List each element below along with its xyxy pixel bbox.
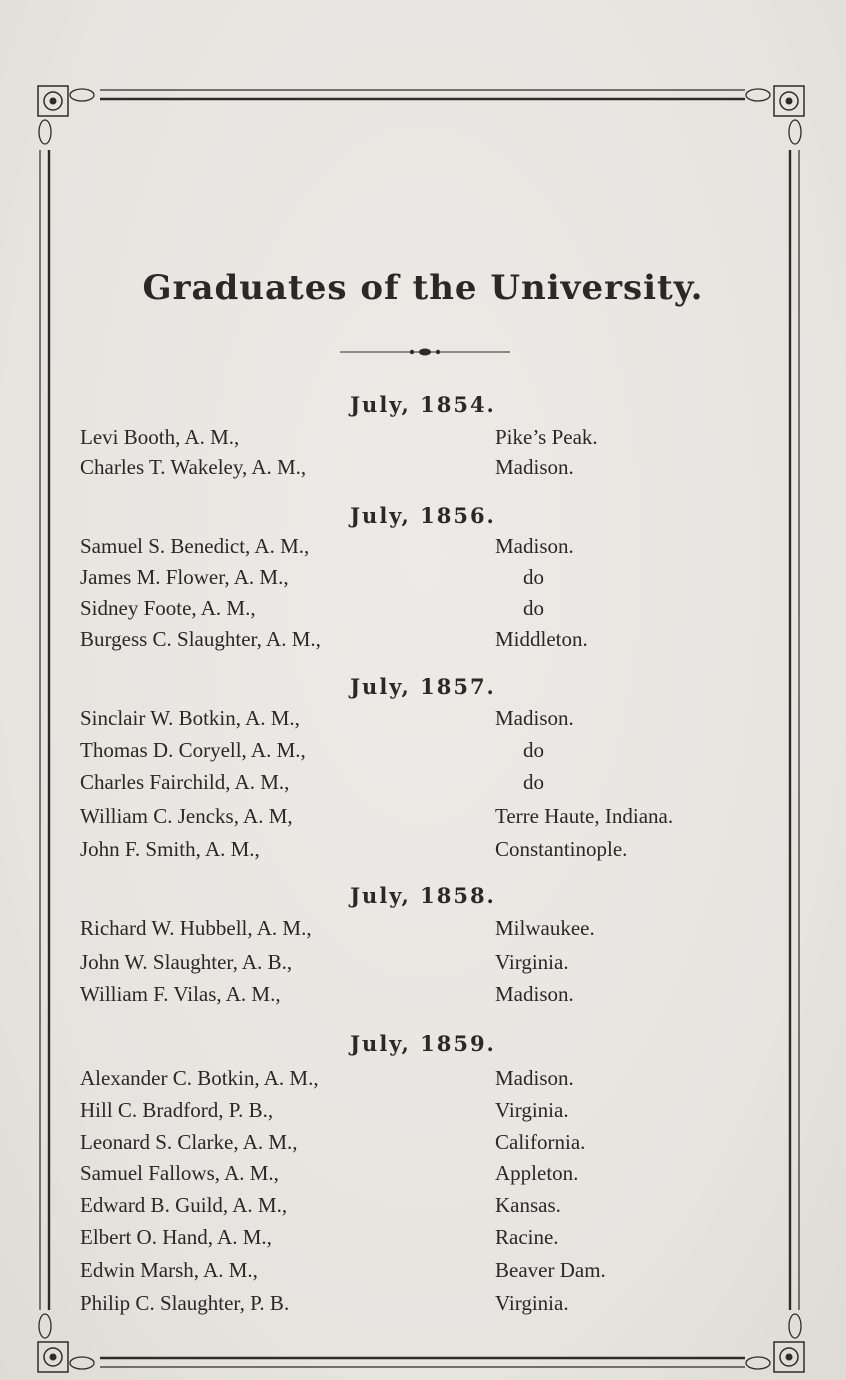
graduate-residence: Beaver Dam. xyxy=(495,1258,606,1282)
list-item xyxy=(80,947,780,977)
list-item xyxy=(80,1288,780,1318)
list-item xyxy=(80,1222,780,1252)
list-item xyxy=(80,1063,780,1093)
list-item xyxy=(80,913,780,943)
graduate-residence: Terre Haute, Indiana. xyxy=(495,804,674,828)
list-item xyxy=(80,531,780,561)
graduate-name: John F. Smith, A. M., xyxy=(80,837,260,861)
graduate-residence: do xyxy=(523,770,544,794)
graduate-name: Samuel Fallows, A. M., xyxy=(80,1161,279,1185)
graduate-name: Charles Fairchild, A. M., xyxy=(80,770,290,794)
graduate-residence: Madison. xyxy=(495,534,574,558)
graduate-residence: Madison. xyxy=(495,1066,574,1090)
list-item xyxy=(80,624,780,654)
graduate-name: Thomas D. Coryell, A. M., xyxy=(80,738,306,762)
section-heading-1854: July, 1854. xyxy=(350,392,496,417)
graduate-residence: do xyxy=(523,596,544,620)
section-heading-1859: July, 1859. xyxy=(350,1031,496,1056)
graduate-name: William C. Jencks, A. M, xyxy=(80,804,293,828)
list-item xyxy=(80,735,780,765)
list-item xyxy=(80,1158,780,1188)
graduate-name: James M. Flower, A. M., xyxy=(80,565,289,589)
graduate-name: Levi Booth, A. M., xyxy=(80,425,240,449)
graduate-name: Sidney Foote, A. M., xyxy=(80,596,256,620)
graduate-name: Burgess C. Slaughter, A. M., xyxy=(80,627,321,651)
list-item xyxy=(80,834,780,864)
list-item xyxy=(80,1255,780,1285)
graduate-name: Sinclair W. Botkin, A. M., xyxy=(80,706,300,730)
graduate-residence: Virginia. xyxy=(495,950,569,974)
graduate-residence: Pike’s Peak. xyxy=(495,425,598,449)
graduate-residence: Constantinople. xyxy=(495,837,628,861)
list-item xyxy=(80,1190,780,1220)
list-item xyxy=(80,1095,780,1125)
graduate-residence: do xyxy=(523,565,544,589)
graduate-residence: Virginia. xyxy=(495,1291,569,1315)
graduate-name: Hill C. Bradford, P. B., xyxy=(80,1098,274,1122)
graduate-residence: Madison. xyxy=(495,706,574,730)
list-item xyxy=(80,593,780,623)
graduate-name: John W. Slaughter, A. B., xyxy=(80,950,293,974)
graduate-residence: California. xyxy=(495,1130,586,1154)
graduate-name: William F. Vilas, A. M., xyxy=(80,982,281,1006)
list-item xyxy=(80,801,780,831)
graduate-residence: Milwaukee. xyxy=(495,916,595,940)
graduate-residence: Kansas. xyxy=(495,1193,561,1217)
graduate-name: Elbert O. Hand, A. M., xyxy=(80,1225,272,1249)
graduate-name: Alexander C. Botkin, A. M., xyxy=(80,1066,319,1090)
graduate-name: Charles T. Wakeley, A. M., xyxy=(80,455,307,479)
page-title: Graduates of the University. xyxy=(142,268,704,308)
list-item xyxy=(80,1127,780,1157)
section-heading-1857: July, 1857. xyxy=(350,674,496,699)
list-item xyxy=(80,979,780,1009)
graduate-name: Edward B. Guild, A. M., xyxy=(80,1193,288,1217)
graduate-residence: Madison. xyxy=(495,455,574,479)
list-item xyxy=(80,452,780,482)
graduate-residence: Virginia. xyxy=(495,1098,569,1122)
title-divider-ornament xyxy=(340,346,510,358)
list-item xyxy=(80,703,780,733)
section-heading-1856: July, 1856. xyxy=(350,503,496,528)
graduate-residence: Madison. xyxy=(495,982,574,1006)
list-item xyxy=(80,422,780,452)
graduate-name: Leonard S. Clarke, A. M., xyxy=(80,1130,298,1154)
graduate-name: Samuel S. Benedict, A. M., xyxy=(80,534,310,558)
graduate-name: Richard W. Hubbell, A. M., xyxy=(80,916,312,940)
list-item xyxy=(80,562,780,592)
graduate-residence: Middleton. xyxy=(495,627,588,651)
graduate-residence: Appleton. xyxy=(495,1161,579,1185)
list-item xyxy=(80,767,780,797)
graduate-name: Edwin Marsh, A. M., xyxy=(80,1258,258,1282)
graduate-residence: Racine. xyxy=(495,1225,559,1249)
graduate-residence: do xyxy=(523,738,544,762)
graduate-name: Philip C. Slaughter, P. B. xyxy=(80,1291,290,1315)
section-heading-1858: July, 1858. xyxy=(350,883,496,908)
